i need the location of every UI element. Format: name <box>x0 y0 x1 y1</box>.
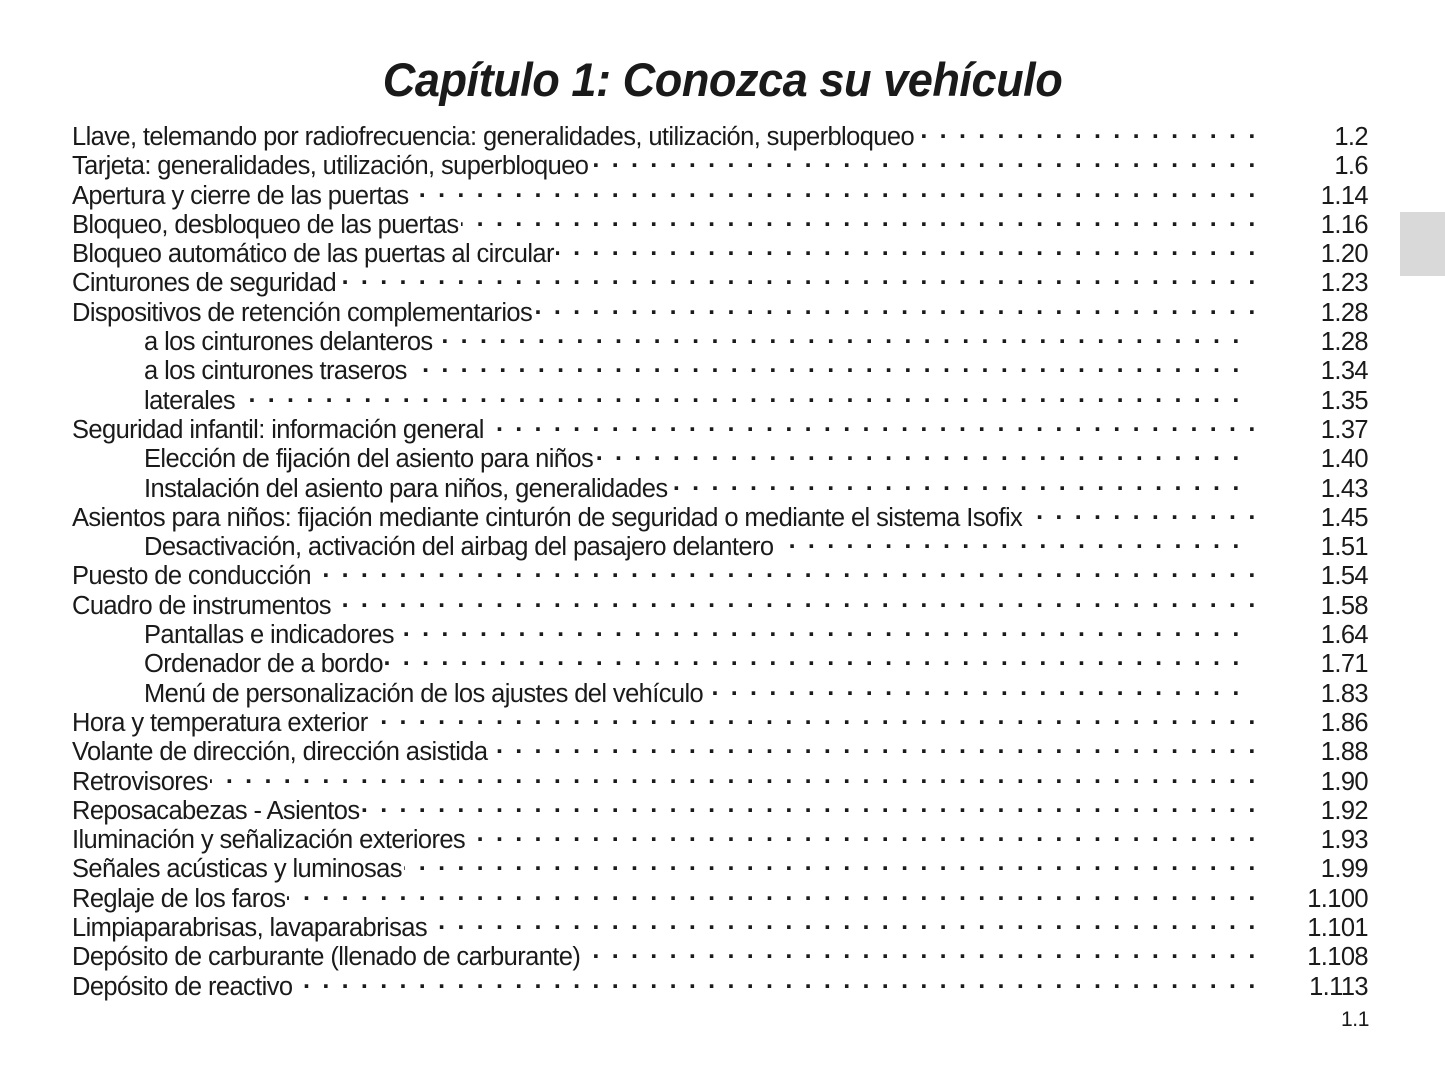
toc-entry-page: 1.54 <box>1320 562 1368 591</box>
toc-entry-page: 1.6 <box>1334 152 1368 181</box>
dot-leader <box>486 409 1258 438</box>
toc-entry-label: Señales acústicas y luminosas <box>72 855 402 884</box>
toc-entry-page: 1.90 <box>1320 767 1368 796</box>
toc-entry[interactable] <box>72 116 1372 151</box>
page-number: 1.1 <box>1341 1008 1369 1031</box>
toc-entry-label: Seguridad infantil: información general <box>72 415 484 444</box>
toc-entry-page: 1.34 <box>1320 357 1368 386</box>
toc-entry-page: 1.93 <box>1320 826 1368 855</box>
toc-entry-label: Reposacabezas - Asientos <box>72 796 360 825</box>
toc-entry-label: a los cinturones delanteros <box>144 328 433 357</box>
toc-entry-label: Pantallas e indicadores <box>144 621 394 650</box>
toc-entry-label: Bloqueo, desbloqueo de las puertas <box>72 210 459 239</box>
dot-leader <box>461 204 1259 233</box>
toc-entry-page: 1.92 <box>1320 796 1368 825</box>
toc-entry-label: Volante de dirección, dirección asistida <box>72 738 488 767</box>
dot-leader <box>333 585 1258 614</box>
toc-entry-label: Hora y temperatura exterior <box>72 708 368 737</box>
dot-leader <box>556 233 1258 262</box>
toc-entry-label: Depósito de reactivo <box>72 972 293 1001</box>
dot-leader <box>582 936 1258 965</box>
toc-entry-label: Dispositivos de retención complementarios <box>72 298 533 327</box>
dot-leader <box>1024 497 1258 526</box>
toc-entry-page: 1.83 <box>1320 679 1368 708</box>
dot-leader <box>404 848 1258 877</box>
toc-entry-page: 1.16 <box>1320 210 1368 239</box>
toc-entry-label: laterales <box>144 386 235 415</box>
dot-leader <box>396 614 1242 643</box>
dot-leader <box>595 438 1242 467</box>
toc-entry[interactable] <box>72 790 1372 825</box>
dot-leader <box>362 790 1258 819</box>
toc-entry[interactable] <box>72 409 1372 444</box>
dot-leader <box>435 321 1242 350</box>
toc-entry-label: a los cinturones traseros <box>144 357 407 386</box>
toc-entry-label: Asientos para niños: fijación mediante cinturón de seguridad o mediante el sistema Isofix <box>72 503 1023 532</box>
toc-entry-page: 1.43 <box>1320 474 1368 503</box>
table-of-contents <box>72 116 1372 1001</box>
dot-leader <box>705 673 1242 702</box>
dot-leader <box>429 907 1258 936</box>
toc-entry-page: 1.100 <box>1307 884 1368 913</box>
toc-entry-label: Desactivación, activación del airbag del pasajero delantero <box>144 533 774 562</box>
toc-entry-label: Bloqueo automático de las puertas al circular <box>72 240 554 269</box>
toc-entry-page: 1.40 <box>1320 445 1368 474</box>
toc-entry-label: Limpiaparabrisas, lavaparabrisas <box>72 914 427 943</box>
dot-leader <box>534 292 1258 321</box>
toc-entry-page: 1.101 <box>1307 914 1368 943</box>
dot-leader <box>467 819 1258 848</box>
toc-entry-page: 1.45 <box>1320 503 1368 532</box>
dot-leader <box>916 116 1258 145</box>
toc-entry-label: Ordenador de a bordo <box>144 650 383 679</box>
toc-entry-page: 1.99 <box>1320 855 1368 884</box>
toc-entry-label: Cinturones de seguridad <box>72 269 337 298</box>
toc-entry-page: 1.86 <box>1320 708 1368 737</box>
toc-entry-label: Depósito de carburante (llenado de carburante) <box>72 943 581 972</box>
chapter-thumb-tab <box>1400 212 1445 276</box>
toc-entry-page: 1.35 <box>1320 386 1368 415</box>
toc-entry-page: 1.28 <box>1320 328 1368 357</box>
toc-entry-page: 1.58 <box>1320 591 1368 620</box>
toc-entry-label: Elección de fijación del asiento para niños <box>144 445 594 474</box>
toc-entry-label: Reglaje de los faros <box>72 884 286 913</box>
toc-entry-page: 1.14 <box>1320 181 1368 210</box>
toc-entry-label: Menú de personalización de los ajustes del vehículo <box>144 679 704 708</box>
toc-entry-label: Cuadro de instrumentos <box>72 591 331 620</box>
toc-entry-page: 1.113 <box>1309 972 1368 1001</box>
toc-entry-page: 1.88 <box>1320 738 1368 767</box>
chapter-title: Capítulo 1: Conozca su vehículo <box>382 53 1063 107</box>
toc-entry-label: Tarjeta: generalidades, utilización, superbloqueo <box>72 152 589 181</box>
toc-entry-page: 1.64 <box>1320 621 1368 650</box>
toc-entry-label: Retrovisores <box>72 767 208 796</box>
dot-leader <box>385 643 1242 672</box>
dot-leader <box>287 878 1258 907</box>
toc-entry-page: 1.51 <box>1320 533 1368 562</box>
toc-entry-page: 1.23 <box>1320 269 1368 298</box>
dot-leader <box>489 731 1258 760</box>
toc-entry-label: Iluminación y señalización exteriores <box>72 826 466 855</box>
toc-entry-label: Llave, telemando por radiofrecuencia: generalidades, utilización, superbloqueo <box>72 123 915 151</box>
toc-entry-page: 1.2 <box>1334 123 1368 151</box>
dot-leader <box>409 350 1242 379</box>
toc-entry-page: 1.71 <box>1320 650 1368 679</box>
toc-entry-label: Instalación del asiento para niños, generalidades <box>144 474 668 503</box>
toc-entry-page: 1.108 <box>1307 943 1368 972</box>
toc-entry-label: Puesto de conducción <box>72 562 311 591</box>
toc-entry-page: 1.20 <box>1320 240 1368 269</box>
toc-entry-page: 1.28 <box>1320 298 1368 327</box>
toc-entry-label: Apertura y cierre de las puertas <box>72 181 409 210</box>
toc-entry-page: 1.37 <box>1320 415 1368 444</box>
dot-leader <box>669 468 1242 497</box>
